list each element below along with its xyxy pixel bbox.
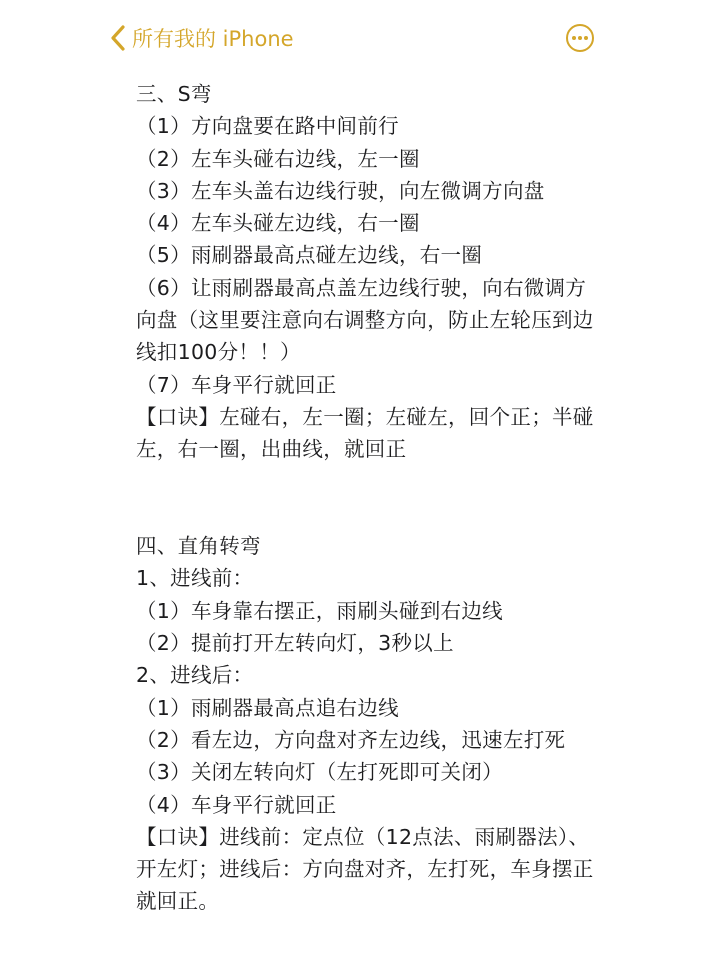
list-item: （4）车身平行就回正: [136, 792, 337, 817]
ellipsis-circle-icon: [565, 23, 595, 53]
chevron-left-icon: [110, 24, 126, 52]
section-title: 三、S弯: [136, 82, 212, 106]
list-item: （5）雨刷器最高点碰左边线，右一圈: [136, 243, 483, 268]
mnemonic-text: 【口诀】左碰右，左一圈；左碰左，回个正；半碰左，右一圈，出曲线，就回正: [136, 404, 594, 462]
list-item: （1）方向盘要在路中间前行: [136, 114, 399, 139]
list-item: （4）左车头碰左边线，右一圈: [136, 211, 420, 236]
more-options-button[interactable]: [565, 23, 595, 53]
list-item: （6）让雨刷器最高点盖左边线行驶，向右微调方向盘（这里要注意向右调整方向，防止左轮压到边线扣100分！！）: [136, 275, 594, 365]
list-item: （1）雨刷器最高点追右边线: [136, 695, 399, 720]
subsection-title: 2、进线后：: [136, 663, 254, 688]
list-item: （3）左车头盖右边线行驶，向左微调方向盘: [136, 178, 545, 203]
mnemonic-text: 【口诀】进线前：定点位（12点法、雨刷器法）、开左灯；进线后：方向盘对齐，左打死，车身摆正就回正。: [136, 824, 594, 914]
note-body[interactable]: [136, 78, 596, 918]
list-item: （1）车身靠右摆正，雨刷头碰到右边线: [136, 598, 503, 623]
list-item: （3）关闭左转向灯（左打死即可关闭）: [136, 760, 503, 785]
blank-space: [136, 466, 596, 531]
list-item: （2）看左边，方向盘对齐左边线，迅速左打死: [136, 727, 566, 752]
back-label: 所有我的 iPhone: [132, 27, 294, 51]
list-item: （2）提前打开左转向灯，3秒以上: [136, 631, 454, 656]
list-item: （7）车身平行就回正: [136, 372, 337, 397]
subsection-title: 1、进线前：: [136, 566, 254, 591]
back-button[interactable]: [110, 20, 294, 56]
navigation-bar: [0, 0, 720, 76]
section-title: 四、直角转弯: [136, 534, 261, 559]
list-item: （2）左车头碰右边线，左一圈: [136, 146, 420, 171]
